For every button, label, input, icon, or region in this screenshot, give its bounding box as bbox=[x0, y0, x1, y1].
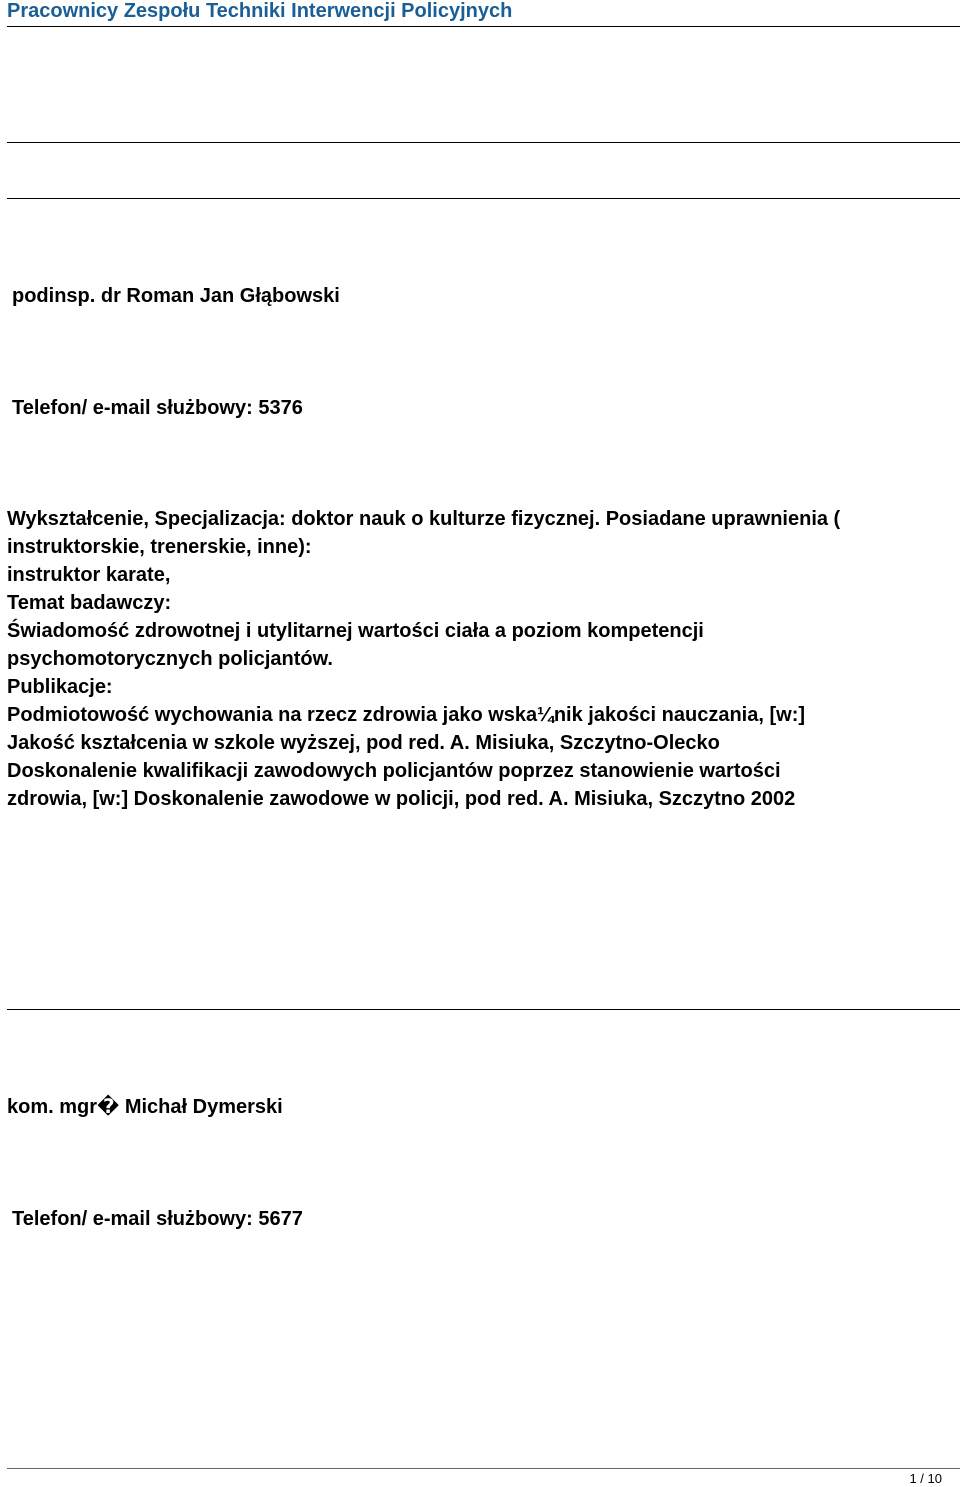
education-line: Temat badawczy: bbox=[7, 592, 172, 614]
research-topic-line: Świadomość zdrowotnej i utylitarnej wartości ciała a poziom kompetencji bbox=[7, 620, 704, 642]
section-divider bbox=[7, 1009, 960, 1010]
page-header-title: Pracownicy Zespołu Techniki Interwencji Policyjnych bbox=[7, 0, 513, 22]
education-line: Wykształcenie, Specjalizacja: doktor nauk o kulturze fizycznej. Posiadane uprawnienia ( bbox=[7, 508, 841, 530]
education-line: instruktor karate, bbox=[7, 564, 171, 586]
research-topic-line: psychomotorycznych policjantów. bbox=[7, 648, 333, 670]
person2-name: kom. mgr� Michał Dymerski bbox=[7, 1096, 283, 1118]
publication-line: Jakość kształcenia w szkole wyższej, pod red. A. Misiuka, Szczytno-Olecko bbox=[7, 732, 720, 754]
education-line: instruktorskie, trenerskie, inne): bbox=[7, 536, 312, 558]
publication-line: zdrowia, [w:] Doskonalenie zawodowe w policji, pod red. A. Misiuka, Szczytno 2002 bbox=[7, 788, 796, 810]
page-number: 1 / 10 bbox=[909, 1471, 942, 1486]
divider bbox=[7, 198, 960, 199]
footer-divider bbox=[7, 1468, 960, 1469]
publication-line: Podmiotowość wychowania na rzecz zdrowia jako wska¼nik jakości nauczania, [w:] bbox=[7, 704, 806, 726]
person2-phone: Telefon/ e-mail służbowy: 5677 bbox=[12, 1208, 303, 1230]
divider bbox=[7, 142, 960, 143]
header-divider bbox=[7, 26, 960, 27]
person1-phone: Telefon/ e-mail służbowy: 5376 bbox=[12, 397, 303, 419]
publications-label: Publikacje: bbox=[7, 676, 113, 698]
publication-line: Doskonalenie kwalifikacji zawodowych policjantów poprzez stanowienie wartości bbox=[7, 760, 781, 782]
person1-name: podinsp. dr Roman Jan Głąbowski bbox=[12, 285, 340, 307]
